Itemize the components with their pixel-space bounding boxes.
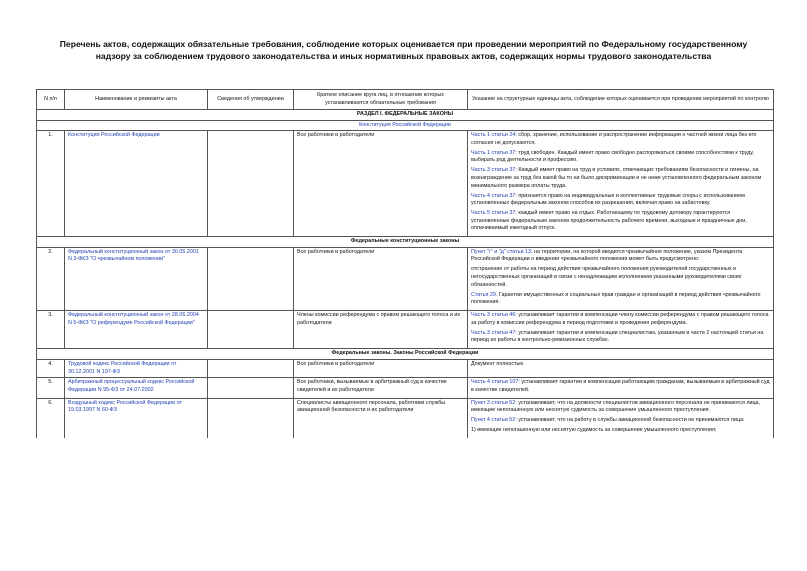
unit-reference-link[interactable]: Часть 3 статьи 47 bbox=[471, 329, 516, 336]
unit-paragraph bbox=[471, 132, 770, 147]
unit-reference-link[interactable]: Часть 3 статьи 46 bbox=[471, 312, 516, 319]
persons-cell: Все работники, вызываемые в арбитражный суд в качестве свидетелей и их работодатели bbox=[294, 378, 468, 399]
table-row bbox=[37, 359, 774, 377]
header-approval: Сведения об утверждении bbox=[208, 90, 294, 110]
unit-paragraph bbox=[471, 249, 770, 264]
act-name-link[interactable]: Трудовой кодекс Российской Федерации от 30.12.2001 N 197-ФЗ bbox=[65, 359, 208, 377]
approval-cell bbox=[208, 131, 294, 237]
act-name-link[interactable]: Воздушный кодекс Российской Федерации от 19.03.1997 N 60-ФЗ bbox=[65, 398, 208, 438]
units-cell bbox=[468, 311, 774, 349]
unit-text: : Каждый имеет право на труд в условиях, отвечающих требованиям безопасности и гигиены, на вознаграждение за труд без какой бы то ни было дискриминации и не ниже установленного федеральным законом минимального размера оплаты труда. bbox=[471, 167, 762, 189]
unit-paragraph bbox=[471, 417, 770, 425]
approval-cell bbox=[208, 359, 294, 377]
unit-text: : устанавливает, что на должности специалистов авиационного персонала не принимаются лица, имеющие непогашенную или неснятую судимость за совершение умышленного преступления. bbox=[471, 399, 761, 414]
unit-text: : устанавливает гарантии и компенсации специалистам, указанным в части 2 настоящей статьи на период их работы в контрольно-ревизионных службах. bbox=[471, 329, 764, 344]
unit-paragraph bbox=[471, 312, 770, 327]
unit-text: : устанавливает гарантии и компенсации члену комиссии референдума с правом решающего голоса за работу в комиссии референдума в период подготовки и проведения референдума. bbox=[471, 312, 769, 326]
persons-cell: Специалисты авиационного персонала, работники службы авиационной безопасности и их работодатели bbox=[294, 398, 468, 438]
unit-text: : труд свободен. Каждый имеет право свободно распоряжаться своими способностями к труду, выбирать род деятельности и профессию. bbox=[471, 149, 754, 164]
approval-cell bbox=[208, 311, 294, 349]
unit-reference-link[interactable]: Часть 5 статьи 37 bbox=[471, 210, 516, 217]
unit-paragraph bbox=[471, 150, 770, 165]
act-name-link[interactable]: Федеральный конституционный закон от 30.05.2001 N 3-ФКЗ "О чрезвычайном положении" bbox=[65, 247, 208, 310]
header-persons: Краткое описание круга лиц, в отношении которых устанавливаются обязательные требования bbox=[294, 90, 468, 110]
subsection-fz: Федеральные законы. Законы Российской Федерации bbox=[37, 349, 774, 360]
unit-reference-link[interactable]: Часть 3 статьи 37 bbox=[471, 167, 516, 174]
unit-paragraph bbox=[471, 400, 770, 415]
unit-paragraph bbox=[471, 193, 770, 208]
approval-cell bbox=[208, 378, 294, 399]
unit-text: : на территории, на которой вводится чрезвычайное положение, указом Президента Российской Федерации о введении чрезвычайного положения может быть предусмотрено: bbox=[471, 248, 743, 263]
table-body bbox=[37, 110, 774, 439]
unit-paragraph bbox=[471, 266, 770, 289]
approval-cell bbox=[208, 247, 294, 310]
header-num: N п/п bbox=[37, 90, 65, 110]
section-row bbox=[37, 110, 774, 121]
title-line-1: Перечень актов, содержащих обязательные требования, соблюдение которых оценивается при проведении мероприятий по Федеральному государственному bbox=[59, 39, 748, 49]
unit-text: Документ полностью bbox=[471, 360, 524, 367]
subsection-row bbox=[37, 349, 774, 360]
row-number: 2. bbox=[37, 247, 65, 310]
act-name-link[interactable]: Федеральный конституционный закон от 28.06.2004 N 5-ФКЗ "О референдуме Российской Федерации" bbox=[65, 311, 208, 349]
unit-paragraph bbox=[471, 427, 770, 435]
acts-table bbox=[36, 89, 774, 438]
unit-reference-link[interactable]: Часть 1 статьи 37 bbox=[471, 149, 516, 156]
subsection-fkz: Федеральные конституционные законы bbox=[37, 237, 774, 248]
table-row bbox=[37, 131, 774, 237]
row-number: 1. bbox=[37, 131, 65, 237]
unit-reference-link[interactable]: Статья 29 bbox=[471, 291, 496, 298]
unit-text: : сбор, хранение, использование и распространение информации о частной жизни лица без его согласия не допускаются. bbox=[471, 132, 757, 146]
title-line-2: надзору за соблюдением трудового законодательства и иных нормативных правовых актов, содержащих нормы трудового законодательства bbox=[95, 51, 712, 61]
header-units: Указание на структурные единицы акта, соблюдение которых оценивается при проведении мероприятий по контролю bbox=[468, 90, 774, 110]
header-name: Наименование и реквизиты акта bbox=[65, 90, 208, 110]
table-header-row bbox=[37, 90, 774, 110]
document-title bbox=[40, 38, 767, 62]
unit-text: 1) имеющие непогашенную или неснятую судимость за совершение умышленного преступления; bbox=[471, 427, 717, 434]
unit-paragraph bbox=[471, 379, 770, 394]
unit-paragraph bbox=[471, 330, 770, 345]
table-row bbox=[37, 311, 774, 349]
units-cell bbox=[468, 359, 774, 377]
act-name-link[interactable]: Конституция Российской Федерации bbox=[65, 131, 208, 237]
unit-text: : признается право на индивидуальные и коллективные трудовые споры с использованием установленных федеральным законом способов их разрешения, включая право на забастовку. bbox=[471, 192, 745, 207]
unit-paragraph bbox=[471, 292, 770, 307]
table-row bbox=[37, 398, 774, 438]
subsection-row bbox=[37, 237, 774, 248]
subsection-constitution[interactable]: Конституция Российской Федерации bbox=[37, 120, 774, 131]
units-cell bbox=[468, 131, 774, 237]
persons-cell: Все работники и работодатели bbox=[294, 131, 468, 237]
approval-cell bbox=[208, 398, 294, 438]
units-cell bbox=[468, 247, 774, 310]
unit-paragraph bbox=[471, 167, 770, 190]
row-number: 3. bbox=[37, 311, 65, 349]
unit-reference-link[interactable]: Пункт 3 статьи 52 bbox=[471, 399, 516, 406]
section-title: РАЗДЕЛ I. ФЕДЕРАЛЬНЫЕ ЗАКОНЫ bbox=[37, 110, 774, 121]
units-cell bbox=[468, 378, 774, 399]
unit-text: отстранение от работы на период действия чрезвычайного положения руководителей государственных и негосударственных организаций в связи с ненадлежащим исполнением указанными руководителями своих обязанностей. bbox=[471, 266, 742, 288]
persons-cell: Члены комиссии референдума с правом решающего голоса и их работодатели bbox=[294, 311, 468, 349]
table-row bbox=[37, 247, 774, 310]
persons-cell: Все работники и работодатели bbox=[294, 247, 468, 310]
unit-text: : каждый имеет право на отдых. Работающему по трудовому договору гарантируются установленные федеральным законом продолжительность рабочего времени, выходные и праздничные дни, оплачиваемый ежегодный отпуск. bbox=[471, 210, 747, 232]
row-number: 4. bbox=[37, 359, 65, 377]
row-number: 5. bbox=[37, 378, 65, 399]
subsection-row bbox=[37, 120, 774, 131]
unit-reference-link[interactable]: Часть 4 статьи 37 bbox=[471, 192, 516, 199]
unit-text: . Гарантии имущественных и социальных прав граждан и организаций в период действия чрезвычайного положения. bbox=[471, 291, 761, 306]
row-number: 6. bbox=[37, 398, 65, 438]
unit-reference-link[interactable]: Часть 4 статьи 107 bbox=[471, 379, 519, 386]
unit-paragraph bbox=[471, 210, 770, 233]
unit-text: : устанавливает, что на работу в службы авиационной безопасности не принимаются лица: bbox=[515, 417, 745, 424]
unit-paragraph bbox=[471, 361, 770, 369]
units-cell bbox=[468, 398, 774, 438]
unit-text: : устанавливает гарантии и компенсации работающим гражданам, вызываемым в арбитражный суд в качестве свидетелей. bbox=[471, 379, 770, 393]
act-name-link[interactable]: Арбитражный процессуальный кодекс Российской Федерации N 95-ФЗ от 24.07.2002 bbox=[65, 378, 208, 399]
unit-reference-link[interactable]: Пункт 4 статьи 52 bbox=[471, 417, 516, 424]
table-row bbox=[37, 378, 774, 399]
unit-reference-link[interactable]: Часть 1 статьи 24 bbox=[471, 132, 516, 139]
unit-reference-link[interactable]: Пункт "г" и "д" статьи 13 bbox=[471, 248, 531, 255]
persons-cell: Все работники и работодатели bbox=[294, 359, 468, 377]
